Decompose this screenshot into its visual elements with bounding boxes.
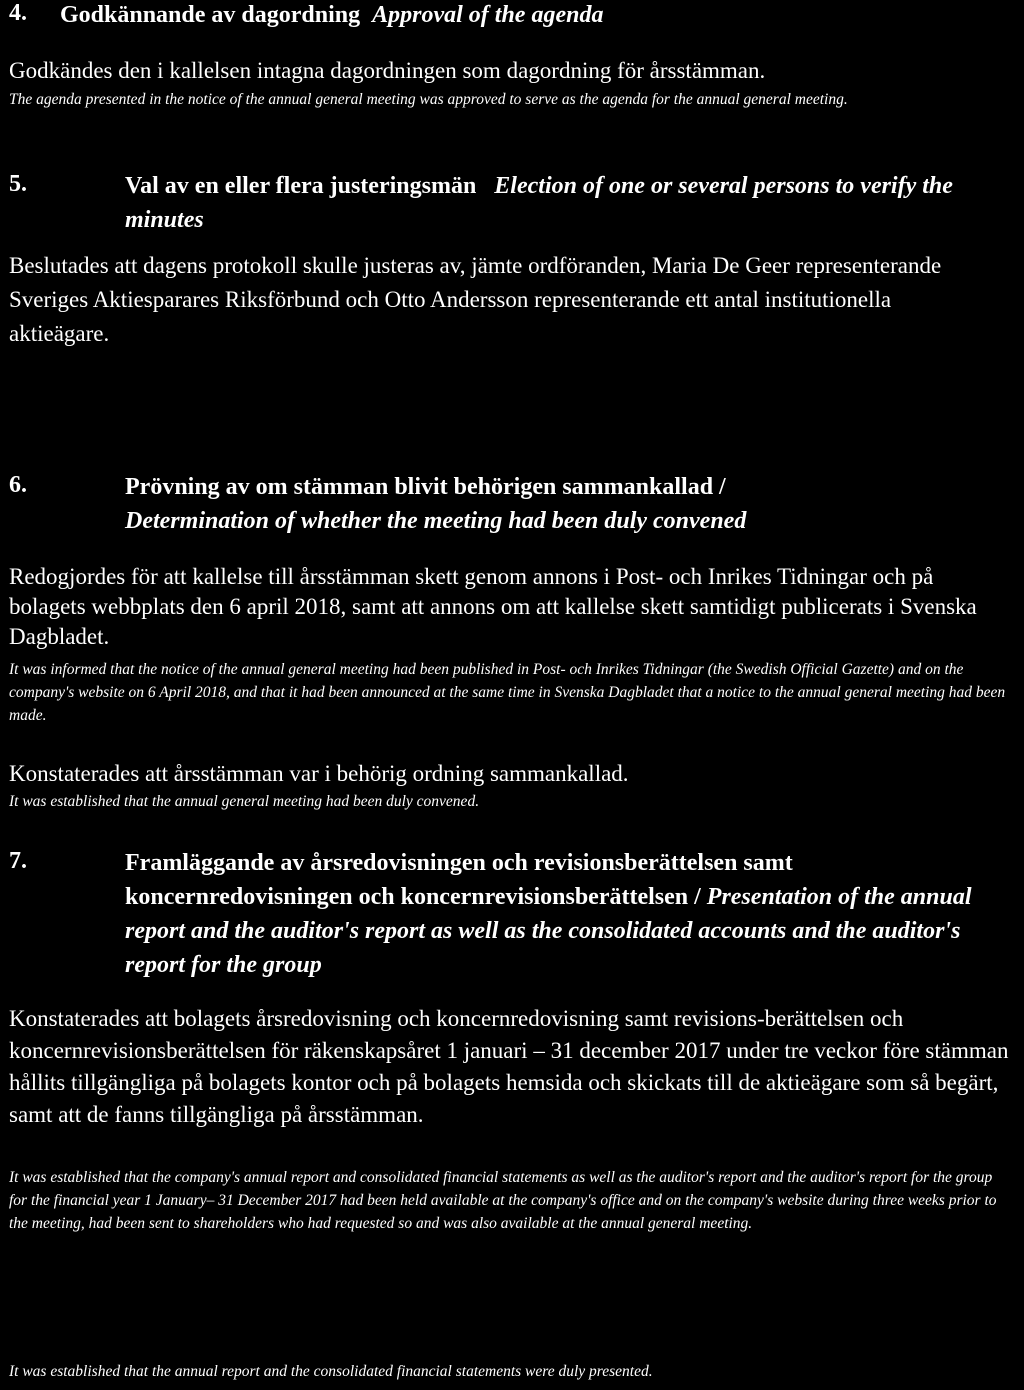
section-6-body-sv: Redogjordes för att kallelse till årsstämman skett genom annons i Post- och Inrikes Tidningar och på bolagets webbplats den 6 april 2018, samt att annons om att kallelse skett samtidigt publicerats i Svenska Dagbladet. xyxy=(9,564,977,649)
section-7-heading-sv: Framläggande av årsredovisningen och revisionsberättelsen samt koncernredovisningen och koncernrevisionsberättelsen / xyxy=(125,850,793,910)
section-4-heading xyxy=(60,0,1010,32)
section-4-number: 4. xyxy=(9,0,27,26)
section-4-body-sv: Godkändes den i kallelsen intagna dagordningen som dagordning för årsstämman. xyxy=(9,58,766,83)
section-5-heading xyxy=(125,169,1005,237)
section-6-number: 6. xyxy=(9,472,27,498)
section-5-heading-en: Election of one or several persons to verify the minutes xyxy=(125,173,953,233)
section-7-body-sv: Konstaterades att bolagets årsredovisning och koncernredovisning samt revisions-berättelsen och koncernrevisionsberättelsen för räkenskapsåret 1 januari – 31 december 2017 under tre veckor före stämman hållits tillgängliga på bolagets kontor och på bolagets hemsida och skickats till de aktieägare som så begärt, samt att de fanns tillgängliga på årsstämman. xyxy=(9,1006,1009,1127)
section-6-heading-en: Determination of whether the meeting had been duly convened xyxy=(125,508,747,534)
section-6-heading xyxy=(125,470,1005,538)
section-7-body2-en: It was established that the annual report and the consolidated financial statements were duly presented. xyxy=(9,1363,653,1380)
section-6-body2-en: It was established that the annual general meeting had been duly convened. xyxy=(9,793,480,810)
section-7-body-en: It was established that the company's annual report and consolidated financial statements as well as the auditor's report and the auditor's report for the group for the financial year 1 January– 31 December 2017 had been held available at the company's office and on the company's website during three weeks prior to the meeting, had been sent to shareholders who had requested so and was also available at the annual general meeting. xyxy=(9,1169,997,1232)
section-4-heading-sv: Godkännande av dagordning xyxy=(60,2,361,28)
section-4-body-en: The agenda presented in the notice of the annual general meeting was approved to serve as the agenda for the annual general meeting. xyxy=(9,91,848,108)
section-6-heading-sv: Prövning av om stämman blivit behörigen sammankallad / xyxy=(125,474,726,500)
section-6-body2-sv: Konstaterades att årsstämman var i behörig ordning sammankallad. xyxy=(9,761,629,786)
section-6-body-en: It was informed that the notice of the annual general meeting had been published in Post- och Inrikes Tidningar (the Swedish Official Gazette) and on the company's website on 6 April 2018, and that it had been announced at the same time in Svenska Dagbladet that a notice to the annual general meeting had been made. xyxy=(9,661,1006,724)
section-4-heading-en: Approval of the agenda xyxy=(372,2,604,28)
section-5-number: 5. xyxy=(9,171,27,197)
section-7-heading xyxy=(125,846,1005,982)
section-7-heading-en: Presentation of the annual report and the auditor's report as well as the consolidated accounts and the auditor's report for the group xyxy=(125,884,972,978)
section-5-heading-sv: Val av en eller flera justeringsmän xyxy=(125,173,477,199)
section-5-body-sv: Beslutades att dagens protokoll skulle justeras av, jämte ordföranden, Maria De Geer representerande Sveriges Aktiesparares Riksförbund och Otto Andersson representerande ett antal institutionella aktieägare. xyxy=(9,253,942,346)
section-7-number: 7. xyxy=(9,848,27,874)
